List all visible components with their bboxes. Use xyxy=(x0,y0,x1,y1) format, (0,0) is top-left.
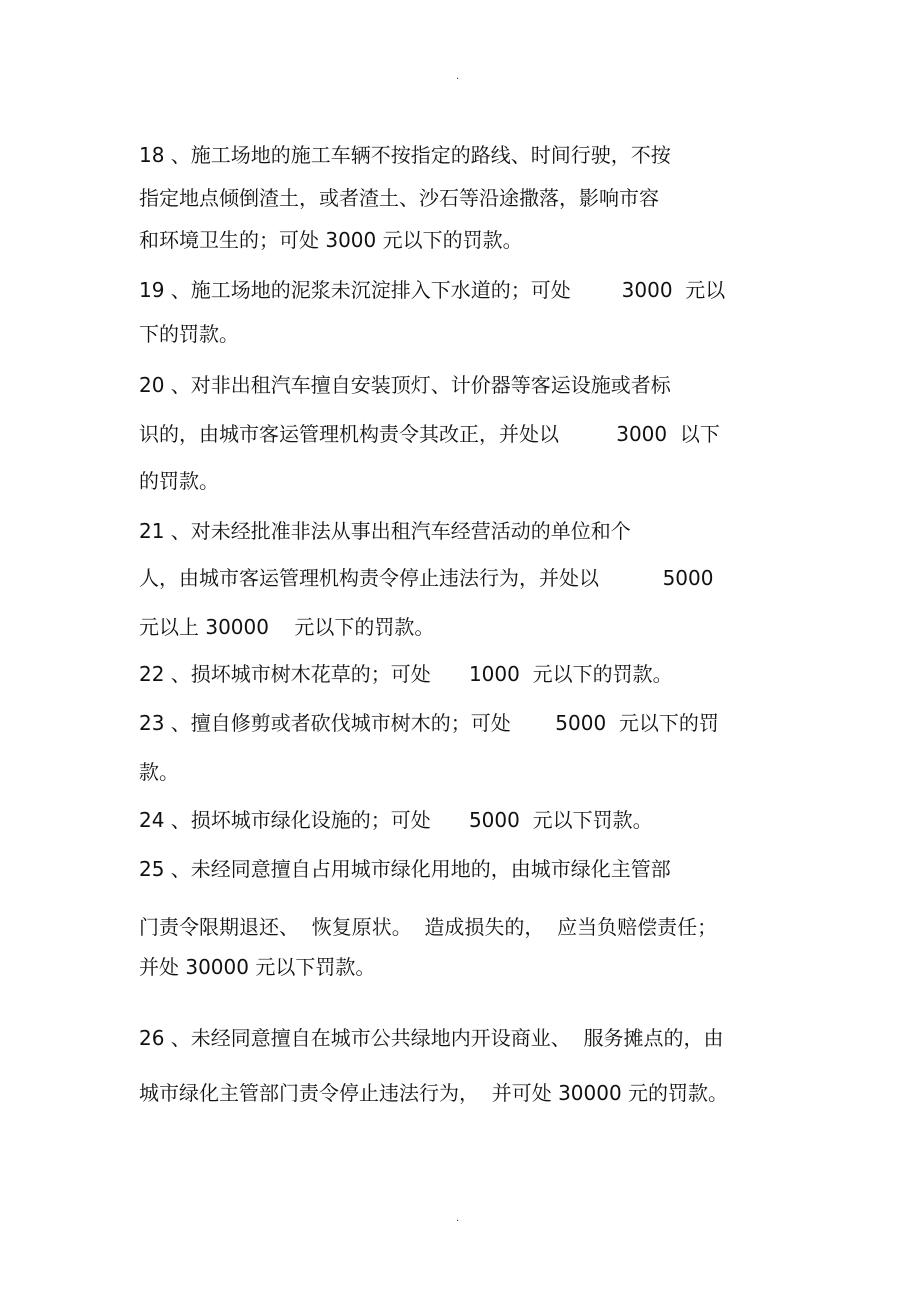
text-line: 指定地点倾倒渣土，或者渣土、沙石等沿途撒落，影响市容 xyxy=(139,186,659,210)
text-line: 22 、损坏城市树木花草的；可处 1000 元以下的罚款。 xyxy=(139,662,673,686)
text-line: 人，由城市客运管理机构责令停止违法行为，并处以 5000 xyxy=(139,566,714,590)
text-line: 21 、对未经批准非法从事出租汽车经营活动的单位和个 xyxy=(139,519,631,543)
text-line: 元以上 30000 元以下的罚款。 xyxy=(139,615,435,639)
text-line: 20 、对非出租汽车擅自安装顶灯、计价器等客运设施或者标 xyxy=(139,373,671,397)
text-line: 19 、施工场地的泥浆未沉淀排入下水道的；可处 3000 元以 xyxy=(139,278,726,302)
text-line: 18 、施工场地的施工车辆不按指定的路线、时间行驶，不按 xyxy=(139,143,671,167)
text-line: 城市绿化主管部门责令停止违法行为， 并可处 30000 元的罚款。 xyxy=(139,1081,729,1105)
text-line: 下的罚款。 xyxy=(139,322,239,346)
header-mark: . xyxy=(456,71,460,82)
text-line: 和环境卫生的；可处 3000 元以下的罚款。 xyxy=(139,228,523,252)
text-line: 26 、未经同意擅自在城市公共绿地内开设商业、 服务摊点的，由 xyxy=(139,1026,724,1050)
text-line: 23 、擅自修剪或者砍伐城市树木的；可处 5000 元以下的罚 xyxy=(139,711,719,735)
text-line: 门责令限期退还、 恢复原状。 造成损失的， 应当负赔偿责任； xyxy=(139,915,718,939)
text-line: 款。 xyxy=(139,760,179,784)
text-line: 25 、未经同意擅自占用城市绿化用地的，由城市绿化主管部 xyxy=(139,857,671,881)
footer-mark: . xyxy=(456,1213,460,1224)
text-line: 并处 30000 元以下罚款。 xyxy=(139,955,376,979)
text-line: 的罚款。 xyxy=(139,469,219,493)
text-line: 识的，由城市客运管理机构责令其改正，并处以 3000 以下 xyxy=(139,422,720,446)
text-line: 24 、损坏城市绿化设施的；可处 5000 元以下罚款。 xyxy=(139,808,653,832)
